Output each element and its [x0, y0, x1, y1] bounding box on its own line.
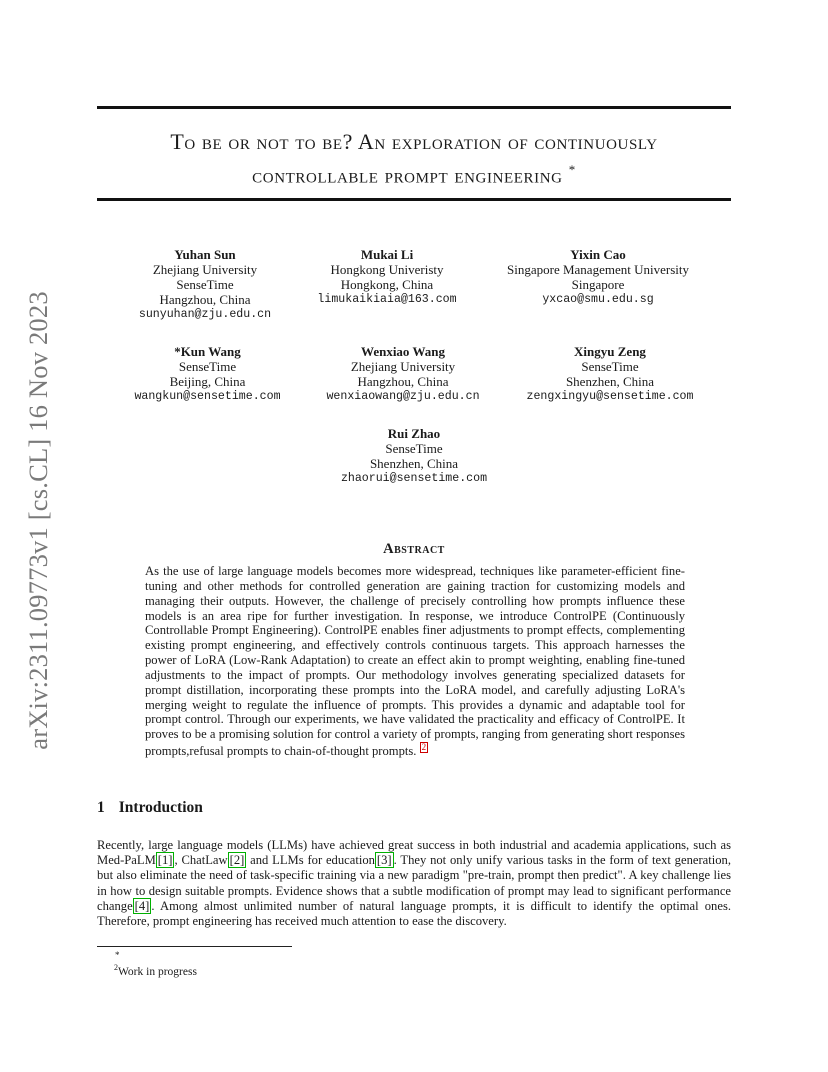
author-block: [287, 247, 487, 307]
citation-link[interactable]: [3]: [376, 853, 392, 868]
author-affiliation: Hongkong Univeristy: [330, 262, 444, 277]
author-location: Shenzhen, China: [369, 456, 459, 471]
author-email[interactable]: wenxiaowang@zju.edu.cn: [326, 390, 480, 403]
intro-paragraph: [97, 838, 731, 929]
author-affiliation: Zhejiang University: [152, 262, 258, 277]
footnote-number: 2: [114, 963, 118, 972]
citation-link[interactable]: [1]: [157, 853, 173, 868]
intro-text: . Among almost unlimited number of natural language prompts, it is difficult to identify the optimal ones. Therefore, prompt engineering has received much attention to ease the discovery.: [97, 898, 731, 929]
abstract-text: As the use of large language models becomes more widespread, techniques like parameter-efficient fine-tuning and other methods for controlled generation are gaining traction for customizing models and managing their outputs. However, the challenge of precisely controlling how prompts influence these models is an area ripe for further investigation. In response, we introduce ControlPE (Continuously Controllable Prompt Engineering). ControlPE enables finer adjustments to prompt effects, complementing existing prompt engineering, and effectively controls continuous targets. This approach harnesses the power of LoRA (Low-Rank Adaptation) to create an effect akin to prompt weighting, enabling fine-tuned adjustments to the impact of prompts. Our methodology involves generating specialized datasets for prompt distillation, incorporating these prompts into the LoRA model, and carefully adjusting LoRA's merging weight to regulate the influence of prompts. This provides a dynamic and adaptable tool for prompt control. Through our experiments, we have validated the practicality and efficacy of ControlPE. It proves to be a promising solution for control a variety of prompts, ranging from generating short responses prompts,refusal prompts to chain-of-thought prompts.: [145, 564, 685, 759]
author-location: Hangzhou, China: [357, 374, 449, 389]
author-affiliation: Singapore Management University: [507, 262, 689, 277]
author-name: Xingyu Zeng: [574, 344, 646, 359]
author-block: [309, 426, 519, 486]
author-affiliation: SenseTime: [581, 359, 639, 374]
title-top-rule: [97, 106, 731, 109]
abstract-heading: Abstract: [383, 541, 445, 557]
section-number: 1: [97, 799, 105, 816]
author-block: [500, 344, 720, 404]
title-footnote-mark: *: [568, 162, 576, 177]
author-location: Singapore: [571, 277, 625, 292]
author-name: Rui Zhao: [387, 426, 441, 441]
section-title: Introduction: [118, 799, 203, 816]
footnote: [114, 963, 197, 978]
author-name: *Kun Wang: [174, 344, 241, 359]
abstract-body: [145, 564, 685, 759]
author-location: Beijing, China: [169, 374, 246, 389]
author-email[interactable]: zhaorui@sensetime.com: [340, 472, 488, 485]
title-line-1: To be or not to be? An exploration of continuously: [170, 129, 658, 154]
author-email[interactable]: zengxingyu@sensetime.com: [526, 390, 694, 403]
citation-link[interactable]: [2]: [229, 853, 245, 868]
author-name: Wenxiao Wang: [361, 344, 445, 359]
citation-link[interactable]: [4]: [134, 898, 150, 913]
author-email[interactable]: sunyuhan@zju.edu.cn: [138, 308, 272, 321]
author-block: [493, 247, 703, 307]
intro-text: . They not only unify various tasks in the form of text generation, but also eliminate the need of task-specific training via a new paradigm "pre-train, prompt then predict". A key challenge lies in how to design suitable prompts. Evidence shows that a subtle modification of prompt may lead to significant performance change: [97, 853, 731, 913]
footnote-star: *: [115, 950, 120, 960]
abstract-footnote-link[interactable]: 2: [421, 742, 427, 753]
author-affiliation: SenseTime: [176, 277, 234, 292]
intro-text: and LLMs for education: [246, 853, 375, 868]
author-block: [100, 247, 310, 322]
author-email[interactable]: yxcao@smu.edu.sg: [542, 293, 654, 306]
intro-text: Recently, large language models (LLMs) have achieved great success in both industrial and academia applications, such as Med-PaLM: [97, 838, 731, 868]
paper-title: [97, 128, 731, 189]
title-bottom-rule: [97, 198, 731, 201]
arxiv-identifier: arXiv:2311.09773v1 [cs.CL] 16 Nov 2023: [22, 291, 53, 750]
author-affiliation: SenseTime: [178, 359, 237, 374]
author-block: [100, 344, 315, 404]
author-email[interactable]: wangkun@sensetime.com: [134, 390, 281, 403]
footnote-rule: [97, 946, 292, 947]
section-heading: [97, 799, 203, 817]
author-email[interactable]: limukaikiaia@163.com: [317, 293, 457, 306]
author-name: Mukai Li: [360, 247, 414, 262]
author-location: Shenzhen, China: [565, 374, 655, 389]
intro-text: , ChatLaw: [174, 853, 228, 868]
title-line-2: controllable prompt engineering *: [252, 162, 576, 188]
author-affiliation: Zhejiang University: [350, 359, 456, 374]
author-name: Yuhan Sun: [174, 247, 236, 262]
author-affiliation: SenseTime: [385, 441, 443, 456]
author-name: Yixin Cao: [570, 247, 626, 262]
author-location: Hongkong, China: [340, 277, 434, 292]
author-location: Hangzhou, China: [159, 292, 251, 307]
author-block: [298, 344, 508, 404]
footnote-text: Work in progress: [118, 965, 197, 978]
